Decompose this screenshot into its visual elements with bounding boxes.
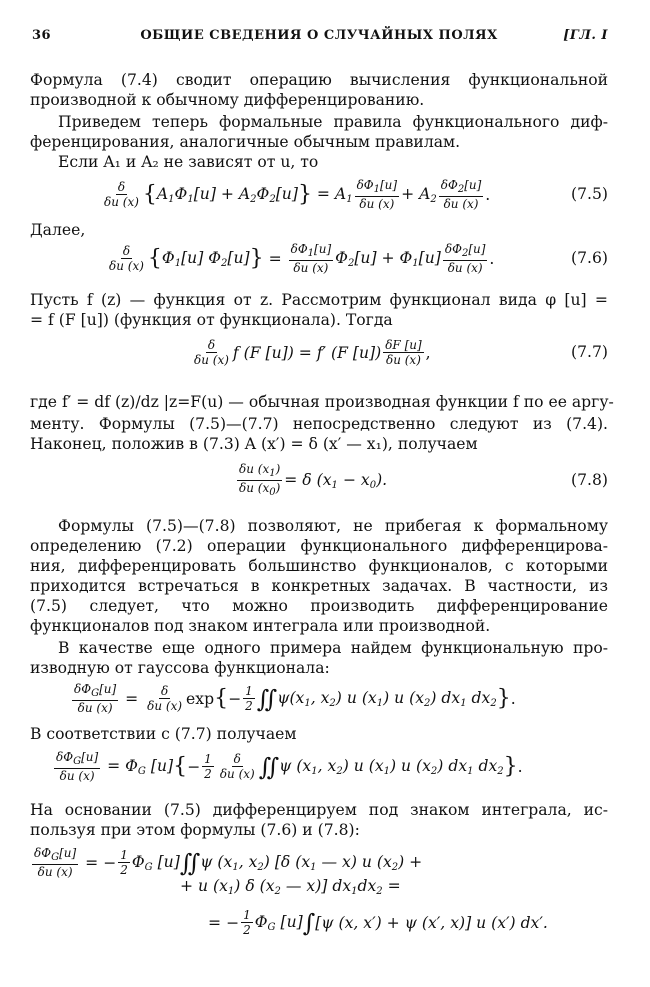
paragraph-line: функционалов под знаком интеграла или производной. [30,617,491,635]
page-number: 36 [32,28,52,43]
paragraph-line: Далее, [30,221,86,239]
equation-number: (7.6) [571,249,608,267]
paragraph-line: приходится встречаться в конкретных задачах. В частности, из [30,577,608,595]
paragraph-line: Если A₁ и A₂ не зависят от u, то [58,153,319,171]
running-head: ОБЩИЕ СВЕДЕНИЯ О СЛУЧАЙНЫХ ПОЛЯХ [140,28,498,43]
paragraph-line: ния, дифференцировать большинство функционалов, с которыми [30,557,608,575]
equation-7-7 [30,330,608,376]
paragraph-line: пользуя при этом формулы (7.6) и (7.8): [30,821,360,839]
equation-7-8 [30,458,608,504]
equation-gaussian-3-line2 [30,872,608,902]
equation-number: (7.5) [571,185,608,203]
equation-body: $\frac{\delta}{\delta u (x)}$ { $A_1\Phi_1[u] + A_2\Phi_2[u]$ } = $A_1$ $\frac{\delta\Phi_1[u]}{\delta u (x)}$ + $A_2$ $\frac{\delta\Phi_2[u]}{\delta u (x)}$ . [104,178,491,211]
paragraph-line: На основании (7.5) дифференцируем под знаком интеграла, ис- [30,801,608,819]
paragraph-line: Наконец, положив в (7.3) A (x′) = δ (x′ — x₁), получаем [30,435,478,453]
equation-body: $\frac{\delta}{\delta u (x)}$ f (F [u]) = f′ (F [u]) $\frac{\delta F [u]}{\delta u (x)}$ , [194,338,431,367]
paragraph-line: (7.5) следует, что можно производить дифференцирование [30,597,608,615]
equation-body: + u $(x_1)$ δ ($x_2$ — x)] $dx_1dx_2$ = [180,877,401,897]
paragraph-line: изводную от гауссова функционала: [30,659,330,677]
paragraph-line: где f′ = df (z)/dz |z=F(u) — обычная производная функции f по ее аргу- [30,393,614,411]
equation-7-6 [30,236,608,282]
equation-gaussian-2 [30,744,608,790]
equation-body: $\frac{\delta\Phi_G[u]}{\delta u (x)}$ = $\frac{\delta}{\delta u (x)}$ exp { − $\frac{1}{2}$ ∬ $\psi(x_1$, $x_2$) u $(x_1)$ u $(x_2)$ $dx_1$ $dx_2$ } . [74,682,516,715]
paragraph-line: менту. Формулы (7.5)—(7.7) непосредственно следуют из (7.4). [30,415,608,433]
equation-gaussian-3-line3 [30,900,608,946]
paragraph-line: В соответствии с (7.7) получаем [30,725,297,743]
paragraph-line: Формулы (7.5)—(7.8) позволяют, не прибегая к формальному [58,517,608,535]
paragraph-line: Пусть f (z) — функция от z. Рассмотрим функционал вида φ [u] = [30,291,608,309]
book-page [30,0,614,987]
paragraph-line: В качестве еще одного примера найдем функциональную про- [58,639,608,657]
equation-7-5 [30,172,608,218]
equation-body: $\frac{\delta}{\delta u (x)}$ { $\Phi_1[u]$ $\Phi_2[u]$ } = $\frac{\delta\Phi_1[u]}{\delta u (x)}$ $\Phi_2[u] + \Phi_1[u]$ $\frac{\delta\Phi_2[u]}{\delta u (x)}$ . [109,242,495,275]
paragraph-line: ференцирования, аналогичные обычным правилам. [30,133,461,151]
paragraph-line: Формула (7.4) сводит операцию вычисления функциональной [30,71,608,89]
page-header [30,28,608,48]
paragraph-line: определению (7.2) операции функционального дифференцирова- [30,537,608,555]
paragraph-line: Приведем теперь формальные правила функционального диф- [58,113,608,131]
equation-body: $\frac{\delta\Phi_G[u]}{\delta u (x)}$ = − $\frac{1}{2}$ $\Phi_G$ [u] ∬ ψ ($x_1$, $x_2$) [δ ($x_1$ — x) u $(x_2)$ + [34,846,423,879]
paragraph-line: = f (F [u]) (функция от функционала). Тогда [30,311,393,329]
equation-gaussian-1 [30,676,608,722]
paragraph-line: производной к обычному дифференцированию. [30,91,425,109]
equation-body: = − $\frac{1}{2}$ $\Phi_G$ [u] ∫ [ψ (x, x′) + ψ (x′, x)] u (x′) dx′. [208,908,548,937]
chapter-label: [ГЛ. I [563,28,608,43]
equation-body: $\frac{\delta u (x_1)}{\delta u (x_0)}$ = δ $(x_1 - x_0)$. [239,461,388,498]
equation-number: (7.8) [571,471,608,489]
equation-number: (7.7) [571,343,608,361]
equation-body: $\frac{\delta\Phi_G[u]}{\delta u (x)}$ = $\Phi_G$ [u] { − $\frac{1}{2}$ $\frac{\delta}{\delta u (x)}$ ∬ ψ ($x_1$, $x_2$) u $(x_1)$ u $(x_2)$ $dx_1$ $dx_2$ } . [56,750,523,783]
